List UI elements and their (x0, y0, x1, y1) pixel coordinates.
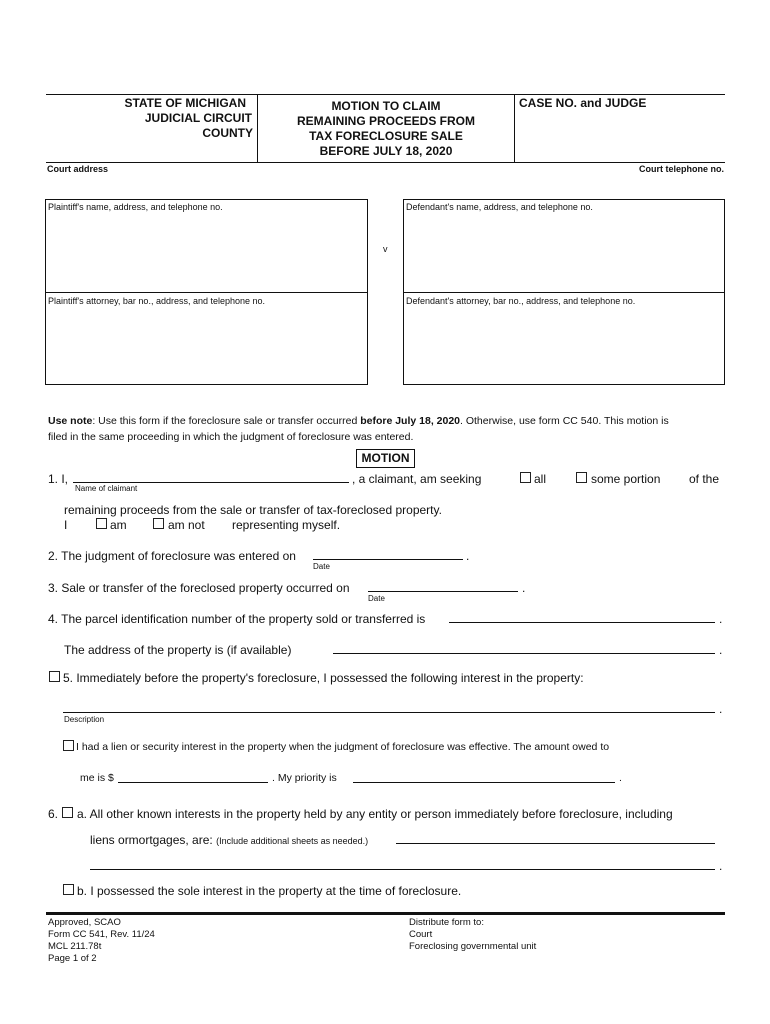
other-interests-field-1[interactable] (396, 843, 715, 844)
sale-date-field[interactable] (368, 591, 518, 592)
court-address-label: Court address (47, 164, 109, 174)
title-line-3: TAX FORECLOSURE SALE (309, 129, 463, 143)
footer-unit: Foreclosing governmental unit (409, 941, 537, 952)
use-note-text-1: : Use this form if the foreclosure sale or transfer occurred (92, 415, 361, 427)
item2-text: 2. The judgment of foreclosure was entered on (48, 549, 296, 563)
item6b-checkbox[interactable] (63, 884, 74, 895)
versus-label: v (383, 244, 388, 254)
item5-checkbox[interactable] (49, 671, 60, 682)
court-phone-label: Court telephone no. (639, 164, 724, 174)
defendant-attorney-label: Defendant's attorney, bar no., address, and telephone no. (406, 296, 636, 306)
am-label: am (110, 518, 127, 532)
footer-form-number: Form CC 541, Rev. 11/24 (48, 929, 155, 940)
liens-text: liens ormortgages, are: (90, 833, 213, 847)
all-checkbox[interactable] (520, 472, 531, 483)
description-caption: Description (64, 715, 105, 724)
am-not-label: am not (168, 518, 205, 532)
liens-label (90, 833, 368, 847)
item2-date-caption: Date (313, 562, 330, 571)
item4-text: 4. The parcel identification number of the property sold or transferred is (48, 612, 426, 626)
item6-number: 6. (48, 807, 59, 821)
item3-end: . (522, 581, 526, 595)
header-divider-2 (514, 94, 515, 163)
address-label: The address of the property is (if available) (64, 643, 292, 657)
item1-mid: , a claimant, am seeking (352, 472, 482, 486)
title-line-1: MOTION TO CLAIM (331, 99, 441, 113)
footer-mcl: MCL 211.78t (48, 941, 102, 952)
address-end: . (719, 643, 723, 657)
other-interests-end: . (719, 859, 723, 873)
liens-note: (Include additional sheets as needed.) (216, 836, 369, 846)
item2-end: . (466, 549, 470, 563)
header-bottom-rule (46, 162, 725, 163)
use-note-bold: before July 18, 2020 (360, 415, 461, 427)
county-label: COUNTY (202, 126, 253, 140)
use-note-text-2: . Otherwise, use form CC 540. This motion is (460, 415, 669, 427)
parcel-number-field[interactable] (449, 622, 715, 623)
footer-page: Page 1 of 2 (48, 953, 97, 964)
defendant-label: Defendant's name, address, and telephone no. (406, 202, 593, 212)
footer-rule (46, 912, 725, 915)
representing-label: representing myself. (232, 518, 341, 532)
case-label: CASE NO. and JUDGE (519, 96, 647, 110)
item1-line2: remaining proceeds from the sale or transfer of tax-foreclosed property. (64, 503, 442, 517)
footer-right (409, 917, 536, 953)
plaintiff-label: Plaintiff's name, address, and telephone no. (48, 202, 223, 212)
item1-i: I (64, 518, 68, 532)
other-interests-field-2[interactable] (90, 869, 715, 870)
all-label: all (534, 472, 547, 486)
use-note-label: Use note (48, 415, 93, 427)
header-top-rule (46, 94, 725, 95)
priority-label: . My priority is (272, 772, 337, 784)
lien-checkbox[interactable] (63, 740, 74, 751)
footer-court: Court (409, 929, 433, 940)
claimant-name-field[interactable] (73, 482, 349, 483)
priority-end: . (619, 772, 622, 784)
priority-field[interactable] (353, 782, 615, 783)
title-line-2: REMAINING PROCEEDS FROM (296, 114, 475, 128)
claimant-name-caption: Name of claimant (75, 484, 138, 493)
judgment-date-field[interactable] (313, 559, 463, 560)
item5-text: 5. Immediately before the property's foreclosure, I possessed the following interest in the property: (63, 671, 584, 685)
address-field[interactable] (333, 653, 715, 654)
lien-text: I had a lien or security interest in the property when the judgment of foreclosure was effective. The amount owed to (76, 741, 610, 753)
of-the-label: of the (689, 472, 720, 486)
use-note-line-2: filed in the same proceeding in which the judgment of foreclosure was entered. (48, 431, 414, 443)
state-label: STATE OF MICHIGAN (124, 96, 246, 110)
am-not-checkbox[interactable] (153, 518, 164, 529)
use-note (48, 415, 728, 427)
footer-distribute: Distribute form to: (409, 917, 484, 928)
am-checkbox[interactable] (96, 518, 107, 529)
item4-end: . (719, 612, 723, 626)
defendant-box-divider (403, 292, 725, 293)
motion-heading: MOTION (356, 449, 415, 468)
title-line-4: BEFORE JULY 18, 2020 (319, 144, 453, 158)
some-portion-checkbox[interactable] (576, 472, 587, 483)
item5-desc-end: . (719, 702, 723, 716)
form-title (258, 99, 514, 159)
plaintiff-box-divider (45, 292, 368, 293)
item3-text: 3. Sale or transfer of the foreclosed property occurred on (48, 581, 350, 595)
me-is-label: me is $ (80, 772, 114, 784)
footer-approved: Approved, SCAO (48, 917, 121, 928)
circuit-label: JUDICIAL CIRCUIT (144, 111, 252, 125)
plaintiff-attorney-label: Plaintiff's attorney, bar no., address, and telephone no. (48, 296, 266, 306)
footer-left (48, 917, 155, 965)
some-portion-label: some portion (591, 472, 661, 486)
item3-date-caption: Date (368, 594, 385, 603)
item1-prefix: 1. I, (48, 472, 69, 486)
amount-owed-field[interactable] (118, 782, 268, 783)
item6a-text: a. All other known interests in the property held by any entity or person immediately before foreclosure, including (77, 807, 673, 821)
item6b-text: b. I possessed the sole interest in the property at the time of foreclosure. (77, 884, 462, 898)
interest-description-field[interactable] (63, 712, 715, 713)
item6a-checkbox[interactable] (62, 807, 73, 818)
